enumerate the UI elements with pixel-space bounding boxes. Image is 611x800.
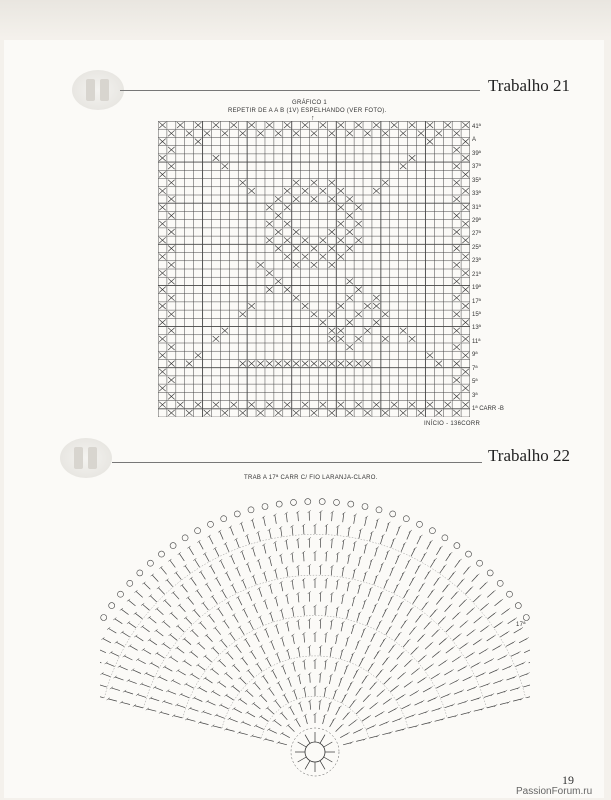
row-label: 15ª [472,312,481,318]
section-rule [120,90,480,91]
row-label: 13ª [472,325,481,332]
row-label: 3ª [472,392,478,399]
row-label: 33ª [472,191,481,198]
fan-chart-note: TRAB A 17ª CARR C/ FIO LARANJA-CLARO. [244,475,378,481]
row-label: 23ª [472,258,481,265]
page-number: 19 [562,773,574,787]
filet-chart-grid [158,121,470,417]
row-label: 25ª [472,244,481,251]
row-label: 1ª CARR -B [472,406,504,412]
row-label: 37ª [472,164,481,171]
row-label: 9ª [472,352,478,359]
row-label: 5ª [472,379,478,386]
top-marker: ↑ [311,115,315,122]
row-17-label: 17ª [516,622,526,628]
chart-title: GRÁFICO 1 [292,100,328,106]
row-label: 11ª [472,338,481,345]
row-label: 41ª [472,124,481,130]
crochet-fan-diagram [100,482,530,782]
row-label: 21ª [472,271,481,278]
brand-logo-icon [72,70,124,110]
row-label: 35ª [472,177,481,184]
row-label: 29ª [472,218,481,224]
row-label: 19ª [472,285,481,292]
start-label: INÍCIO - 136CORR [424,421,481,427]
section-rule [112,462,482,463]
row-label: A [472,137,477,144]
scan-top-strip [0,0,611,38]
chart-note: REPETIR DE A A B (1V) ESPELHANDO (VER FOTO). [228,108,387,114]
row-label: 17ª [472,298,481,305]
brand-logo-icon [60,438,112,478]
watermark: PassionForum.ru [516,786,593,797]
row-label: 39ª [472,150,481,157]
section-title-22: Trabalho 22 [488,446,571,465]
row-label: 27ª [472,231,481,238]
section-title-21: Trabalho 21 [488,76,571,95]
row-label: 7ª [472,365,478,372]
row-label: 31ª [472,204,481,211]
